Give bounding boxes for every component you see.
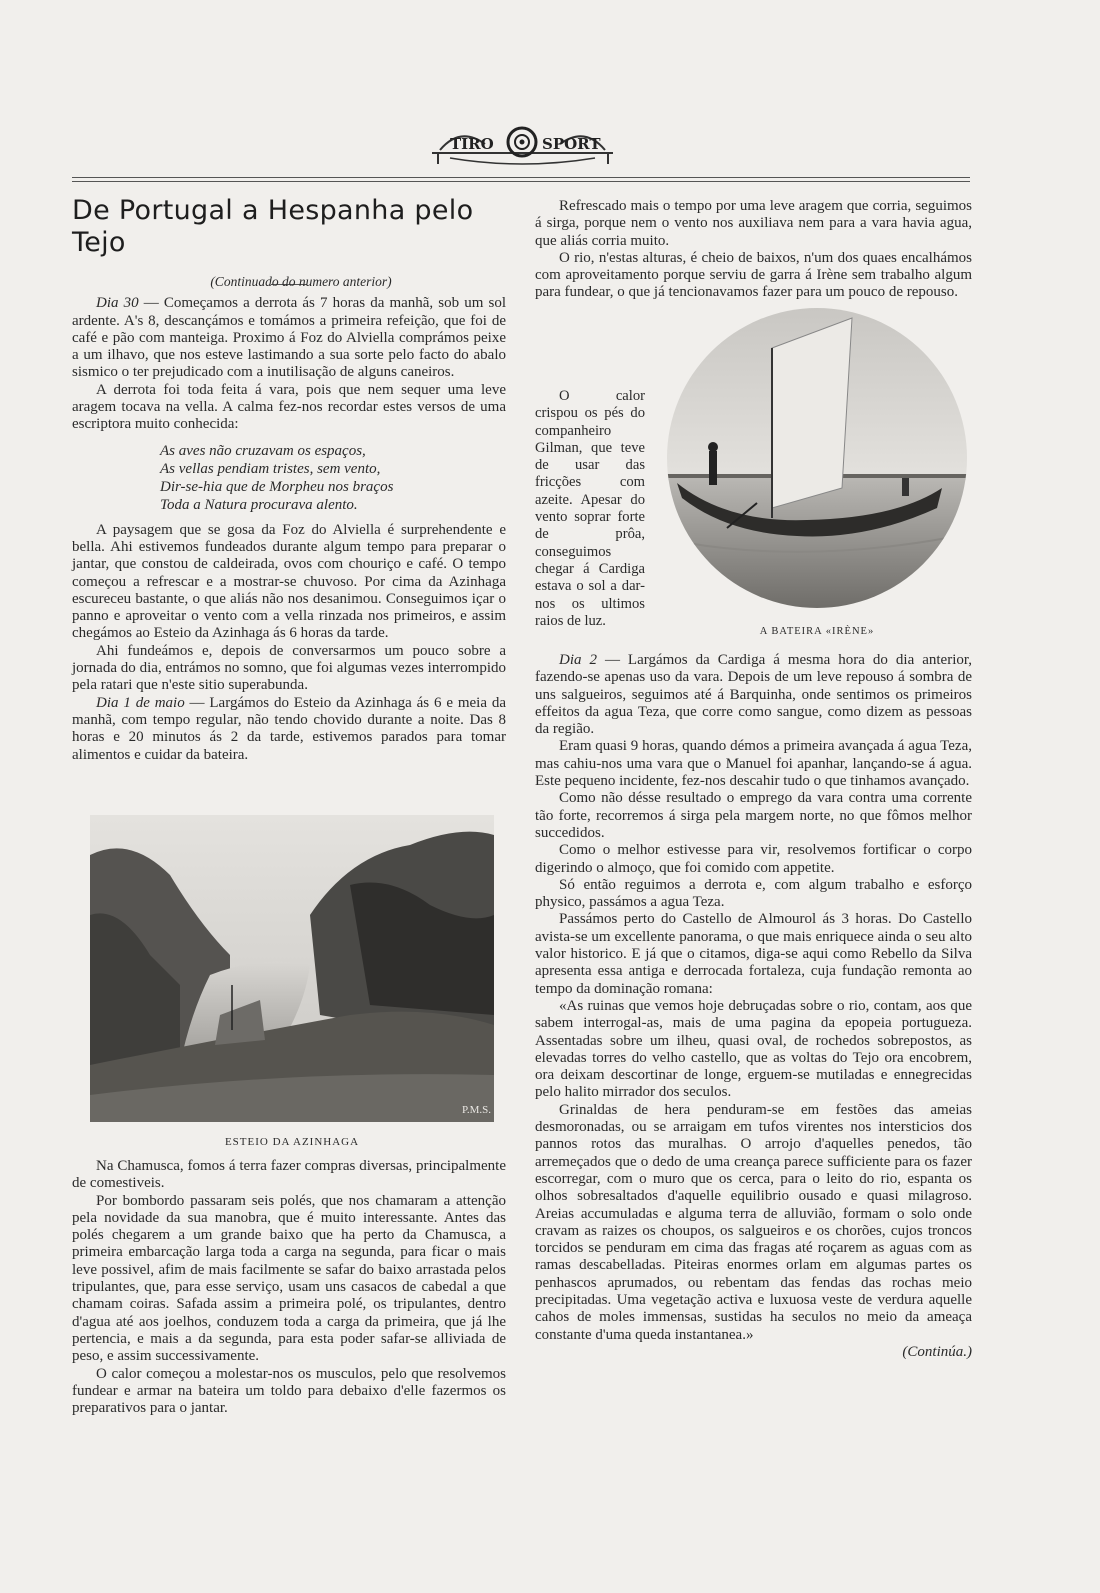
masthead-ornament-icon [430,122,615,168]
poem-line: As aves não cruzavam os espaços, [160,442,366,459]
paragraph [72,695,506,764]
poem-line: Toda a Natura procurava alento. [160,496,358,513]
right-column [535,198,972,302]
paragraph: Refrescado mais o tempo por uma leve aragem que corria, seguimos á sirga, porque nem o vento nos auxiliava nem para a vara havia agua, que aliás corria muito. [535,198,972,249]
article-title: De Portugal a Hespanha pelo Tejo [72,195,474,258]
paragraph: A derrota foi toda feita á vara, pois que nem sequer uma leve aragem tocava na vella. A calma fez-nos recordar estes versos de uma escriptora muito conhecida: [72,381,506,433]
left-column [72,195,506,764]
paragraph [535,652,972,738]
header-rule-double [72,181,970,182]
paragraph: Eram quasi 9 horas, quando démos a primeira avançada á agua Teza, mas cahiu-nos uma vara que o Manuel foi apanhar, lançando-se á agua. Este pequeno incidente, fez-nos descahir tudo o que tinhamos avançado. [535,738,972,790]
caption-esteio: ESTEIO DA AZINHAGA [224,1136,360,1148]
paragraph-text: — Largámos do Esteio da Azinhaga ás 6 e meia da manhã, com tempo regular, não tendo chovido durante a noite. Das 8 horas e 20 minutos ás 2 da tarde, estivemos parados para tomar alimentos e cuidar da bateira. [72,694,506,763]
paragraph: O calor crispou os pés do companheiro Gilman, que teve de usar das fricções com azeite. Apesar do vento soprar forte de prôa, conseguimos chegar á Cardiga estava o sol a dar-nos os ultimos raios de luz. [535,388,645,629]
paragraph: Grinaldas de hera penduram-se em festões das ameias desmoronadas, ou se arraigam em tufos virentes nos intersticios dos pannos rotos das muralhas. O arrojo d'aquelles penedos, tão arremeçados que o dedo de uma creança parece sufficiente para os fazer escorregar, com o muro que os cerca, para o leito do rio, espanta os olhos sobresaltados d'aquelle equilibrio ousado e quasi milagroso. Areias accumuladas e alguma terra de alluvião, formam o solo onde cravam as raizes os choupos, os salgueiros e os chorões, cujos troncos torcidos se penduram em cima das fragas até roçarem as aguas com as ramas descabelladas. Piteiras enormes orlam em algumas partes os penhascos aprumados, ou rebentam das fendas das rochas meio precipitadas. Uma vegetação activa e luxuosa veste de verdura aquelle cahos de moles immensas, sustidas ha seculos no meio da ameaça constante d'uma queda instantanea.» [535,1101,972,1343]
article-subtitle: (Continuado do numero anterior) [210,274,392,289]
paragraph: A paysagem que se gosa da Foz do Alviella é surprehendente e bella. Ahi estivemos fundeados durante algum tempo para preparar o jantar, que constou de caldeirada, ovos com chouriço e café. O tempo começou a refrescar e a mostrar-se chuvoso. Por cima da Azinhaga escureceu bastante, o que aliás não nos desanimou. Conseguimos içar o panno e aproveitar o vento com a vella rinzada nos primeiros, e assim chegámos ao Esteio da Azinhaga ás 6 horas da tarde. [72,521,506,642]
left-column-bottom [72,1158,506,1417]
caption-bateira: A BATEIRA «IRÈNE» [759,626,875,637]
paragraph [72,295,506,381]
right-narrow-column [535,388,645,630]
masthead-logo [430,122,615,168]
date-lead: Dia 2 [559,652,597,668]
paragraph: Só então reguimos a derrota e, com algum trabalho e esforço physico, passámos a agua Teza. [535,876,972,911]
date-lead: Dia 1 de maio [96,694,185,711]
poem-line: As vellas pendiam tristes, sem vento, [160,460,381,477]
date-lead: Dia 30 [96,295,139,312]
paragraph-text: — Largámos da Cardiga á mesma hora do dia anterior, fazendo-se apenas uso da vara. Depois de um leve repouso á sombra de uns salgueiros, seguimos até á Barquinha, onde sentimos os primeiros effeitos da agua Teza, que corre como sangue, como dizem as pessoas da região. [535,652,973,738]
paragraph: «As ruinas que vemos hoje debruçadas sobre o rio, contam, aos que sabem interrogal-as, mais de uma pagina da epopeia portugueza. Assentadas sobre um ilheu, quasi oval, de rochedos sobrepostos, as elevadas torres do velho castello, que as voltas do Tejo ora encobrem, ora deixam descortinar de longe, erguem-se mutiladas e ennegrecidas pelo halito mirrador dos seculos. [535,997,972,1101]
paragraph-text: — Começamos a derrota ás 7 horas da manhã, sob um sol ardente. A's 8, descançámos e tomámos a primeira refeição, que foi de café e pão com manteiga. Proximo á Foz do Alviella comprámos peixe a um ilhavo, que nos esteve lastimando a sua sorte pelo facto do abalo sismico o ter prejudicado com a inutilisação de alguns caneiros. [72,295,507,381]
photo-esteio-azinhaga [90,815,494,1122]
header-rule [72,177,970,178]
paragraph: Como o melhor estivesse para vir, resolvemos fortificar o corpo digerindo o almoço, que foi comido com appetite. [535,842,972,876]
photo-signature: P.M.S. [462,1104,492,1116]
svg-text:SPORT: SPORT [542,135,601,153]
paragraph: Na Chamusca, fomos á terra fazer compras diversas, principalmente de comestiveis. [72,1158,506,1192]
paragraph: Ahi fundeámos e, depois de conversarmos um pouco sobre a jornada do dia, entrámos no somno, que foi algumas vezes interrompido pela ratari que n'este sitio superabunda. [72,642,506,694]
paragraph: O rio, n'estas alturas, é cheio de baixos, n'um dos quaes encalhámos com aproveitamento porque serviu de garra á Irène sem trabalho algum para fundear, o que já tencionavamos fazer para um pouco de repouso. [535,249,972,301]
photo-bateira-irene [667,308,967,608]
paragraph: Passámos perto do Castello de Almourol ás 3 horas. Do Castello avista-se um excellente panorama, o que mais enriquece ainda o seu alto valor historico. E já que o citamos, diga-se aqui como Rebello da Silva apresenta essa antiga e derrocada fortaleza, cuja fundação remonta ao tempo da dominação romana: [535,911,972,997]
poem [160,442,506,514]
paragraph: O calor começou a molestar-nos os musculos, pelo que resolvemos fundear e armar na bateira um toldo para debaixo d'elle fazermos os preparativos para o jantar. [72,1365,506,1417]
continua-note: (Continúa.) [902,1343,972,1360]
paragraph: Como não désse resultado o emprego da vara contra uma corrente tão forte, recorremos á sirga pela margem norte, no que fômos melhor succedidos. [535,790,972,841]
poem-line: Dir-se-hia que de Morpheu nos braços [160,478,394,495]
svg-text:TIRO: TIRO [450,135,494,153]
right-column-bottom [535,652,972,1361]
paragraph: Por bombordo passaram seis polés, que nos chamaram a attenção pela novidade da sua manobra, que é muito interessante. Antes das polés chegarem a um grande baixo que ha perto da Chamusca, a primeira embarcação larga toda a carga na segunda, para ficar o mais leve possivel, afim de mais facilmente se safar do baixo arrastada pelos tripulantes, que, para esse serviço, usam uns casacos de cabedal a que chamam coiras. Safada assim a primeira polé, os tripulantes, dentro d'agua até aos joelhos, conduzem toda a carga da primeira, que já lhe pertencia, e mais a da segunda, para esta poder safar-se alliviada de peso, e assim successivamente. [72,1192,506,1365]
